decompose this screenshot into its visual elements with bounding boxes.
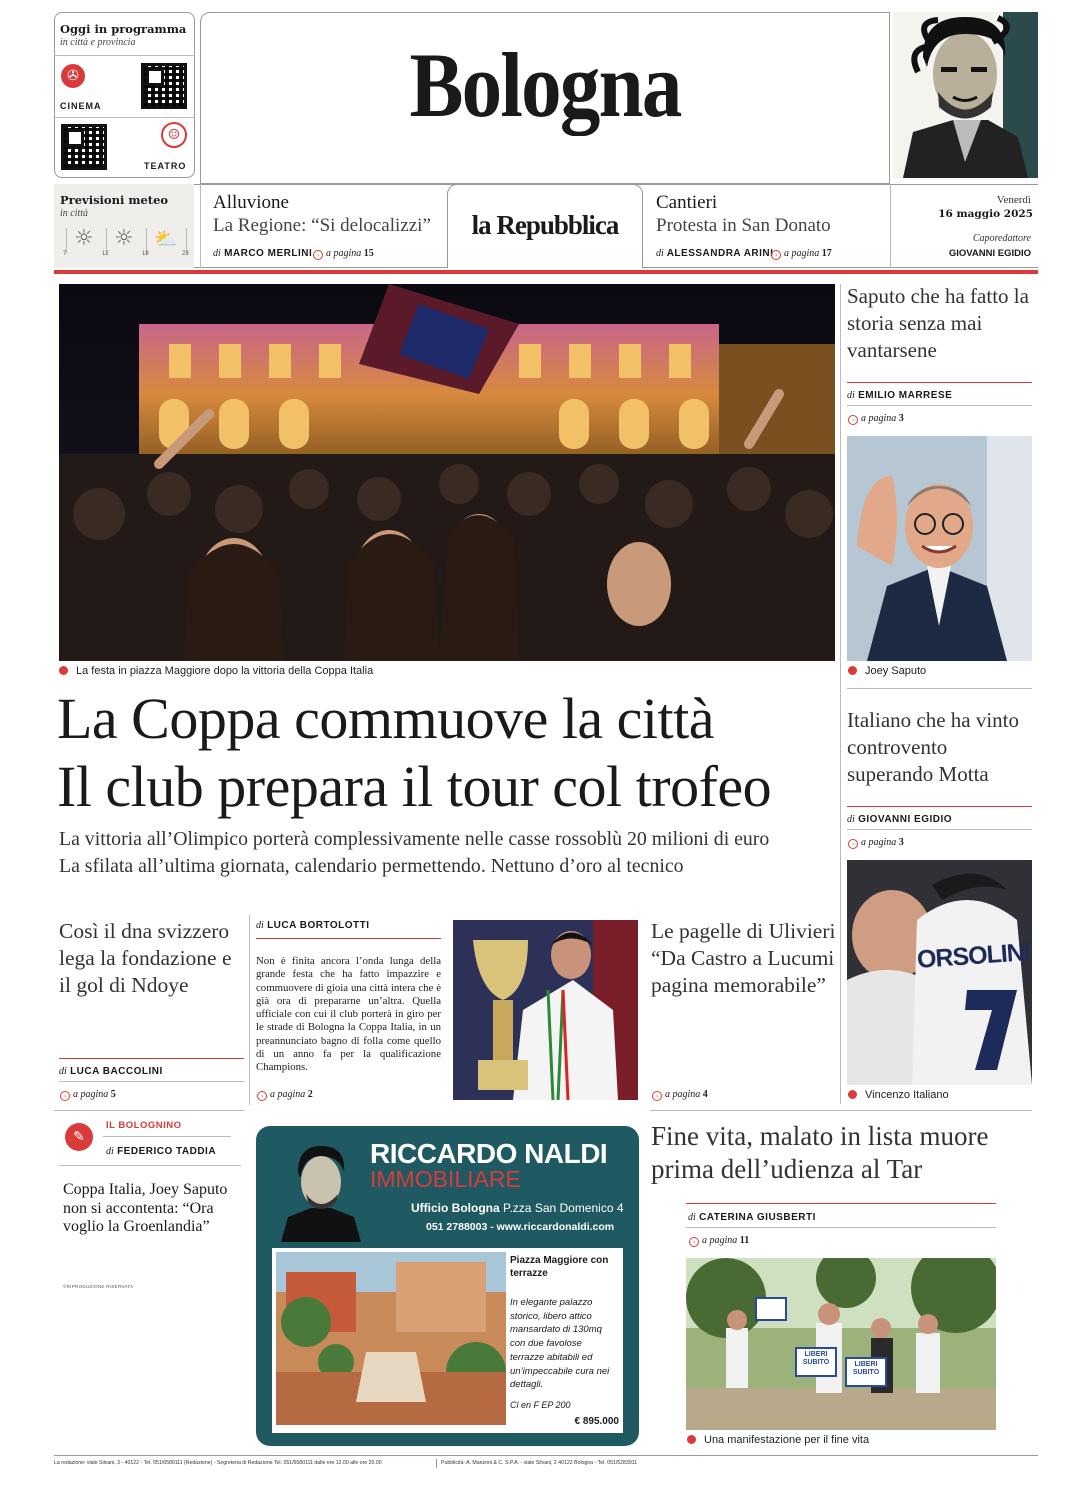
side1-page-link[interactable]: › a pagina 3 (848, 413, 904, 425)
side2-byline: di GIOVANNI EGIDIO (847, 814, 953, 825)
sun-icon: ☼ (74, 226, 94, 251)
teaser-left-page-link[interactable]: › a pagina 15 (313, 248, 374, 260)
dna-byline: di LUCA BACCOLINI (59, 1066, 163, 1077)
side1-photo-saputo[interactable] (847, 436, 1032, 661)
teaser-right-headline[interactable]: Protesta in San Donato (656, 215, 831, 236)
ad-listing-card (272, 1248, 623, 1433)
bolognino-icon: ✎ (65, 1123, 93, 1151)
pagelle-headline[interactable]: Le pagelle di Ulivieri “Da Castro a Lucumi pagina memorabile” (651, 919, 836, 997)
fine-vita-headline[interactable]: Fine vita, malato in lista muore prima dell’udienza al Tar (651, 1121, 989, 1184)
main-headline-line1[interactable]: La Coppa commuove la città (57, 686, 715, 751)
newspaper-logo[interactable]: la Repubblica (471, 210, 619, 240)
ad-riccardo-naldi[interactable] (256, 1126, 639, 1446)
meteo-title: Previsioni meteo (60, 193, 169, 207)
side2-photo-italiano[interactable] (847, 860, 1032, 1085)
main-subhead-line2: La sfilata all’ultima giornata, calendario permettendo. Nettuno d’oro al tecnico (59, 855, 684, 877)
teatro-qr-code[interactable] (61, 124, 107, 170)
programma-title: Oggi in programma (60, 22, 187, 36)
side1-headline[interactable]: Saputo che ha fatto la storia senza mai vantarsene (847, 284, 1029, 362)
ad-listing-body: In elegante palazzo storico, libero attico mansardato di 130mq con due favolose terrazze abitabili ed un’impeccabile cura nei dettagli. (510, 1297, 610, 1391)
cinema-icon[interactable]: ✇ (61, 64, 85, 88)
fine-vita-sign-1: LIBERI SUBITO (802, 1351, 830, 1366)
sun-icon: ☼ (114, 226, 134, 251)
ad-office: Ufficio Bologna P.zza San Domenico 4 (411, 1201, 624, 1215)
meteo-time-0: 7 (63, 251, 67, 257)
side1-byline: di EMILIO MARRESE (847, 390, 953, 401)
side2-photo-caption: Vincenzo Italiano (848, 1089, 949, 1101)
teaser-right-page-link[interactable]: › a pagina 17 (771, 248, 832, 260)
footer-redazione: La redazione: viale Silvani, 3 - 40122 - Tel. 051/6580111 (Redazione) - Segreteria di Redazione Tel. 051/6580111 dalle ore 12.00 alle ore 20.00 (54, 1460, 382, 1466)
side2-page-link[interactable]: › a pagina 3 (848, 837, 904, 849)
date-day: Venerdì (996, 194, 1031, 206)
pagelle-page-link[interactable]: › a pagina 4 (652, 1089, 708, 1101)
caption-bullet-icon (848, 1090, 857, 1099)
main-photo-caption: La festa in piazza Maggiore dopo la vittoria della Coppa Italia (59, 665, 373, 677)
meteo-time-3: 23 (182, 251, 189, 257)
partly-cloudy-icon: ⛅ (154, 228, 178, 250)
masthead-title: Bologna (409, 34, 681, 136)
ad-listing-title: Piazza Maggiore con terrazze (510, 1255, 609, 1279)
fine-vita-photo[interactable] (686, 1258, 996, 1430)
bolognino-body[interactable]: Coppa Italia, Joey Saputo non si accontenta: “Ora voglio la Groenlandia” (63, 1181, 228, 1236)
bortolotti-byline: di LUCA BORTOLOTTI (256, 920, 370, 931)
caption-bullet-icon (687, 1435, 696, 1444)
ad-energy-class: Cl en F EP 200 (510, 1400, 571, 1410)
teatro-icon[interactable]: ☺ (161, 122, 187, 148)
fine-vita-photo-caption: Una manifestazione per il fine vita (687, 1434, 869, 1446)
ad-brand-sub: IMMOBILIARE (370, 1166, 521, 1192)
meteo-time-1: 12 (102, 251, 109, 257)
dna-headline[interactable]: Così il dna svizzero lega la fondazione e il gol di Ndoye (59, 919, 232, 997)
editor-role: Caporedattore (972, 233, 1031, 244)
side1-photo-caption: Joey Saputo (848, 665, 926, 677)
ad-price: € 895.000 (574, 1416, 619, 1427)
teaser-right-kicker[interactable]: Cantieri (656, 192, 718, 213)
teaser-left-byline: di MARCO MERLINI (213, 248, 313, 259)
bortolotti-body: Non è finita ancora l’onda lunga della grande festa che ha fatto impazzire e commuovere di gioia una città intera che è già ora di prepararne un’altra. Quella ufficiale con cui il club porterà in giro per le strade di Bologna la Coppa Italia, in un preannunciato bagno di folla come quello di un anno fa per la qualificazione Champions. (256, 955, 441, 1074)
fine-vita-sign-2: LIBERI SUBITO (852, 1361, 880, 1376)
teaser-left-kicker[interactable]: Alluvione (213, 192, 289, 213)
teaser-left-headline[interactable]: La Regione: “Si delocalizzi” (213, 215, 431, 236)
dna-page-link[interactable]: › a pagina 5 (60, 1089, 116, 1101)
ad-contact[interactable]: 051 2788003 - www.riccardonaldi.com (426, 1221, 615, 1233)
bolognino-rights: ©RIPRODUZIONE RISERVATA (63, 1284, 134, 1289)
trophy-photo[interactable] (453, 920, 638, 1100)
jersey-text: ORSOLINI (916, 938, 1031, 974)
teaser-right-byline: di ALESSANDRA ARINI (656, 248, 774, 259)
meteo-subtitle: in città (60, 208, 89, 219)
fine-vita-page-link[interactable]: › a pagina 11 (689, 1235, 749, 1247)
side2-headline[interactable]: Italiano che ha vinto controvento superando Motta (847, 708, 1020, 786)
bolognino-byline: di FEDERICO TADDIA (106, 1146, 217, 1157)
cinema-label[interactable]: CINEMA (60, 101, 102, 111)
programma-subtitle: in città e provincia (60, 37, 136, 48)
ad-terrace-photo (276, 1252, 506, 1425)
meteo-time-2: 18 (142, 251, 149, 257)
ad-brand: RICCARDO NALDI (370, 1138, 608, 1169)
main-subhead-line1: La vittoria all’Olimpico porterà complessivamente nelle casse rossoblù 20 milioni di euro (59, 828, 770, 850)
caption-bullet-icon (848, 666, 857, 675)
main-photo-celebration[interactable] (59, 284, 835, 661)
bolognino-label: IL BOLOGNINO (106, 1120, 182, 1131)
bortolotti-page-link[interactable]: › a pagina 2 (257, 1089, 313, 1101)
cinema-qr-code[interactable] (141, 63, 187, 109)
editor-portrait (893, 12, 1038, 178)
main-headline-line2[interactable]: Il club prepara il tour col trofeo (57, 754, 772, 819)
caption-bullet-icon (59, 666, 68, 675)
fine-vita-byline: di CATERINA GIUSBERTI (688, 1212, 816, 1223)
editor-name: GIOVANNI EGIDIO (948, 248, 1031, 259)
ad-portrait-icon (276, 1142, 366, 1242)
teatro-label[interactable]: TEATRO (144, 161, 187, 171)
date-full: 16 maggio 2025 (938, 208, 1033, 220)
footer-pubblicita: Pubblicità: A. Manzoni & C. S.P.A. - viale Silvani, 2 40122 Bologna - Tel. 051/5283911 (441, 1460, 638, 1466)
